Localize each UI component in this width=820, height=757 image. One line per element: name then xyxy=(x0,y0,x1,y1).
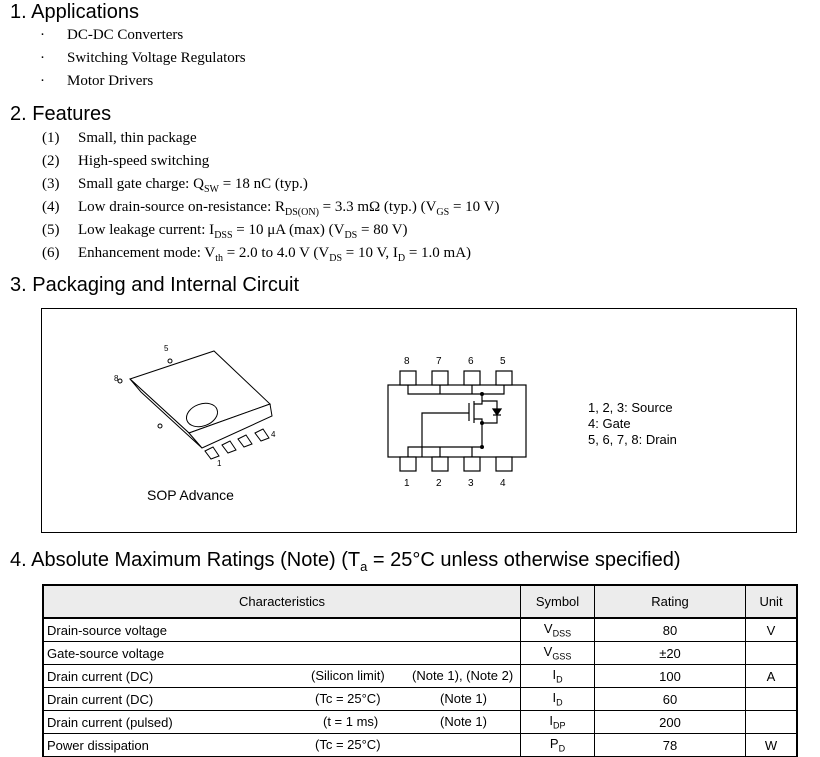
col-header-rating: Rating xyxy=(595,585,746,618)
pin-number-top: 6 xyxy=(468,356,474,367)
pin-legend-item: 5, 6, 7, 8: Drain xyxy=(588,432,677,447)
package-caption: SOP Advance xyxy=(147,487,234,503)
section-title-applications: 1. Applications xyxy=(10,1,139,23)
table-header-row xyxy=(43,585,797,618)
list-item: (4) Low drain-source on-resistance: $R_{DS(ON)} = 3.3$ mΩ (typ.) ($V_{GS} = 10$ V) xyxy=(42,199,500,218)
table-row: Drain current (DC) (Silicon limit) (Note 1), (Note 2) $I_D$ 100 A xyxy=(43,665,797,688)
table-row: Drain-source voltage $V_{DSS}$ 80 V xyxy=(43,618,797,642)
package-3d-icon xyxy=(118,351,272,459)
list-item: (5) Low leakage current: $I_{DSS} = 10$ μA (max) ($V_{DS} = 80$ V) xyxy=(42,222,408,241)
pin-number-top: 7 xyxy=(436,356,442,367)
list-item: (6) Enhancement mode: $V_{th} = 2.0$ to 4.0 V ($V_{DS} = 10$ V, $I_D = 1.0$ mA) xyxy=(42,245,472,264)
pin-number-top: 5 xyxy=(500,356,506,367)
pin-number-bottom: 3 xyxy=(468,478,474,489)
pkg-pin-label: 1 xyxy=(217,459,222,468)
section-title-packaging: 3. Packaging and Internal Circuit xyxy=(10,274,300,296)
table-row: Drain current (DC) (Tc = 25°C) (Note 1) $I_D$ 60 xyxy=(43,688,797,711)
pkg-pin-label: 4 xyxy=(271,430,276,439)
pin-number-bottom: 2 xyxy=(436,478,442,489)
list-item: · DC-DC Converters xyxy=(40,27,184,43)
applications-list xyxy=(40,24,246,93)
pin-legend-item: 1, 2, 3: Source xyxy=(588,400,673,415)
pin-number-bottom: 1 xyxy=(404,478,410,489)
list-item: (3) Small gate charge: $Q_{SW} = 18$ nC (typ.) xyxy=(42,176,308,195)
col-header-unit: Unit xyxy=(746,585,798,618)
internal-circuit-icon xyxy=(388,371,526,471)
table-row: Power dissipation (Tc = 25°C) $P_D$ 78 W xyxy=(43,734,797,757)
col-header-characteristics: Characteristics xyxy=(43,585,521,618)
col-header-symbol: Symbol xyxy=(521,585,595,618)
pin-legend xyxy=(588,400,677,448)
pin-number-top: 8 xyxy=(404,356,410,367)
pin-number-bottom: 4 xyxy=(500,478,506,489)
list-item: · Switching Voltage Regulators xyxy=(40,50,246,66)
section-title-features: 2. Features xyxy=(10,103,112,125)
table-row: Gate-source voltage $V_{GSS}$ ±20 xyxy=(43,642,797,665)
packaging-box xyxy=(41,308,797,533)
features-list xyxy=(42,127,500,265)
pkg-pin-label: 8 xyxy=(114,374,119,383)
pkg-pin-label: 5 xyxy=(164,344,169,353)
ratings-table xyxy=(42,584,798,757)
section-title-ratings: 4. Absolute Maximum Ratings (Note) ($T_a = 25^\circ C$ unless otherwise specified) xyxy=(10,549,681,574)
pin-legend-item: 4: Gate xyxy=(588,416,631,431)
list-item: · Motor Drivers xyxy=(40,73,154,89)
list-item: (2) High-speed switching xyxy=(42,153,210,169)
table-row: Drain current (pulsed) (t = 1 ms) (Note 1) $I_{DP}$ 200 xyxy=(43,711,797,734)
list-item: (1) Small, thin package xyxy=(42,130,197,146)
